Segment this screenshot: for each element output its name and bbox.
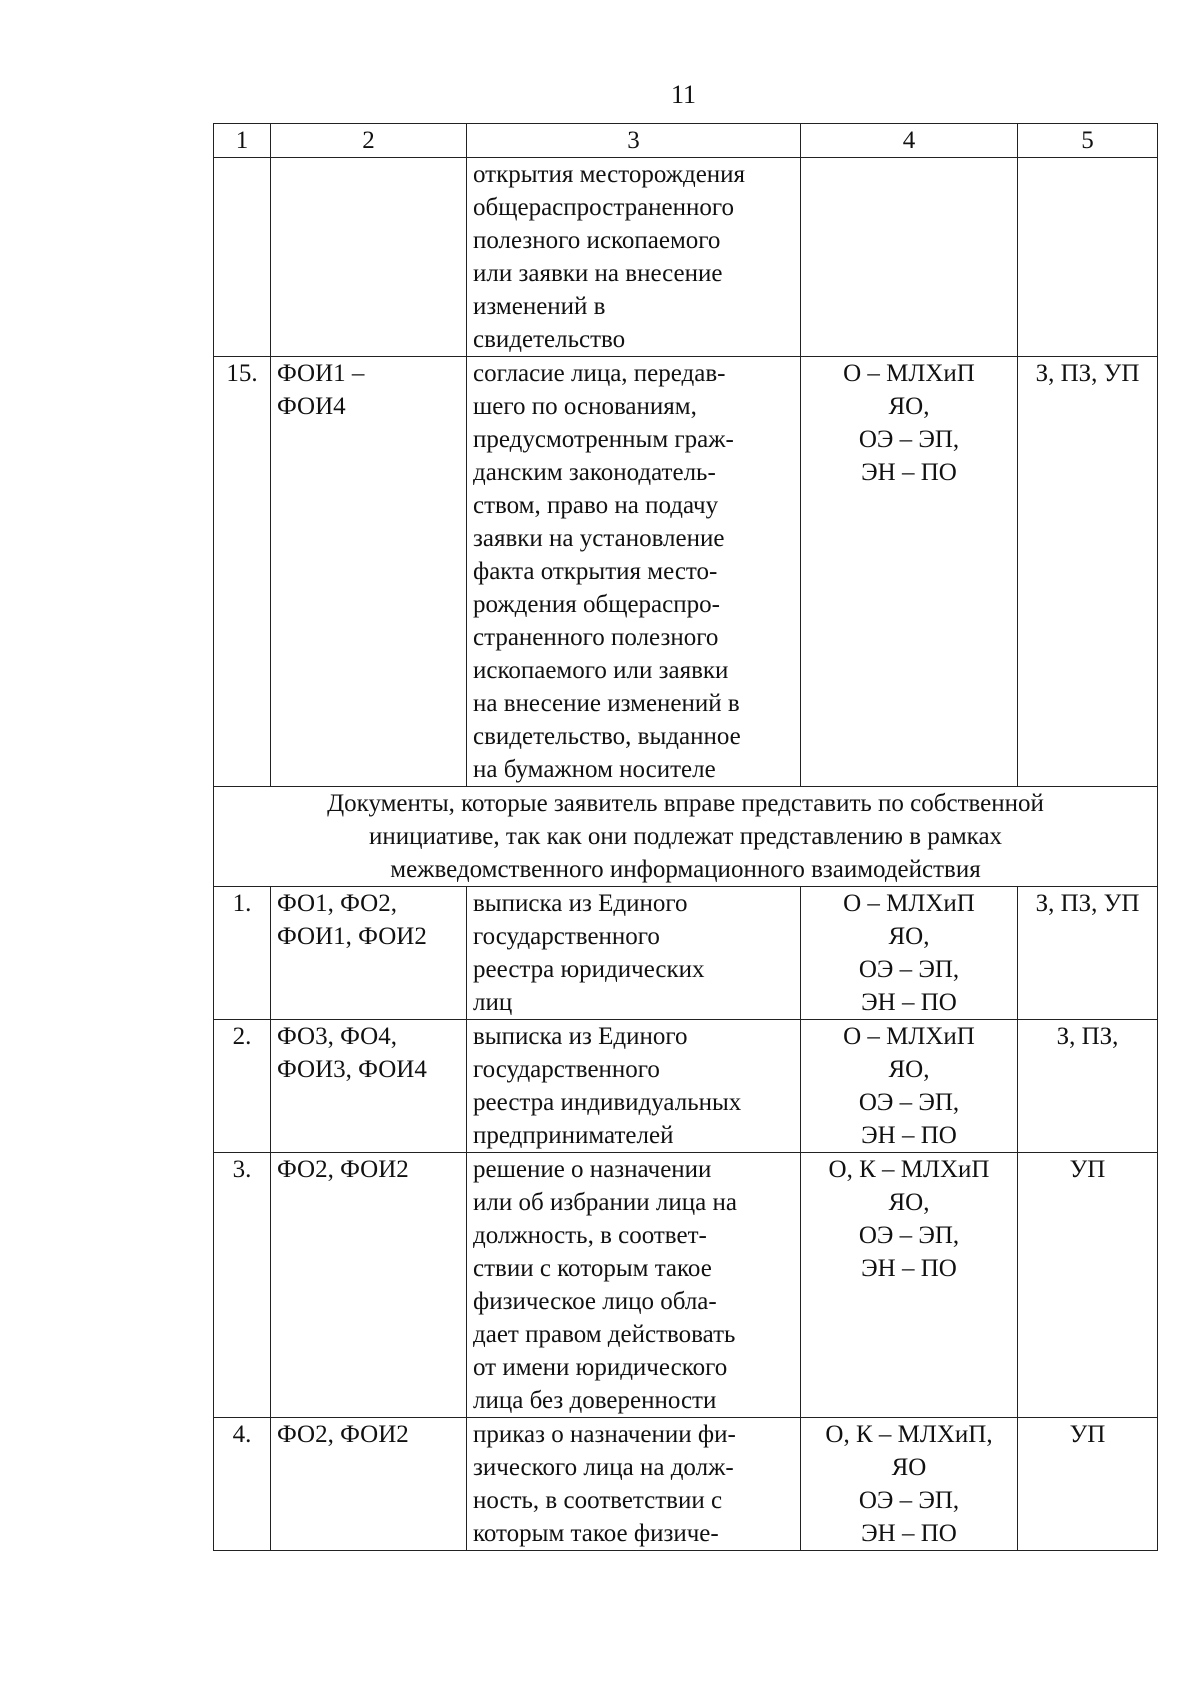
document-form-cell (801, 1020, 1018, 1153)
description-line: полезного ископаемого (473, 227, 721, 254)
row-number-cell: 3. (214, 1153, 271, 1418)
description-line: страненного полезного (473, 624, 719, 651)
form-line: ОЭ – ЭП, (858, 1222, 960, 1249)
document-description-cell (467, 357, 801, 787)
description-line: изменений в (473, 293, 606, 320)
row-number-cell (214, 158, 271, 357)
code-line: ФОИ1 – (277, 360, 365, 387)
description-line: на внесение изменений в (473, 690, 740, 717)
description-line: на бумажном носителе (473, 756, 716, 783)
description-line: свидетельство (473, 326, 626, 353)
section-heading-line: инициативе, так как они подлежат представлению в рамках (368, 823, 1003, 850)
row-number-cell: 4. (214, 1418, 271, 1551)
applicant-code-cell (271, 1020, 467, 1153)
stage-cell: УП (1018, 1418, 1158, 1551)
description-line: ископаемого или заявки (473, 657, 729, 684)
row-number-cell: 2. (214, 1020, 271, 1153)
description-line: зического лица на долж- (473, 1454, 734, 1481)
form-line: О, К – МЛХиП (828, 1156, 990, 1183)
document-form-cell (801, 357, 1018, 787)
description-line: ством, право на подачу (473, 492, 719, 519)
applicant-code-cell (271, 158, 467, 357)
description-line: факта открытия место- (473, 558, 718, 585)
document-form-cell (801, 887, 1018, 1020)
description-line: выписка из Единого (473, 1023, 688, 1050)
code-line: ФО3, ФО4, (277, 1023, 397, 1050)
document-description-cell (467, 1153, 801, 1418)
table-row-continuation (214, 158, 1158, 357)
description-line: предпринимателей (473, 1122, 674, 1149)
description-line: свидетельство, выданное (473, 723, 741, 750)
description-line: приказ о назначении фи- (473, 1421, 736, 1448)
description-line: государственного (473, 923, 660, 950)
description-line: от имени юридического (473, 1354, 728, 1381)
document-description-cell (467, 887, 801, 1020)
section-heading-row (214, 787, 1158, 887)
description-line: предусмотренным граж- (473, 426, 734, 453)
stage-cell: З, ПЗ, УП (1018, 357, 1158, 787)
form-line: ОЭ – ЭП, (858, 1089, 960, 1116)
form-line: ЯО, (888, 1056, 930, 1083)
table-header-row (214, 124, 1158, 158)
description-line: решение о назначении (473, 1156, 712, 1183)
stage-cell: З, ПЗ, УП (1018, 887, 1158, 1020)
page-number: 11 (670, 80, 697, 109)
description-line: которым такое физиче- (473, 1520, 719, 1547)
column-header-3: 3 (467, 124, 801, 158)
table-row-15 (214, 357, 1158, 787)
document-form-cell (801, 1153, 1018, 1418)
form-line: ОЭ – ЭП, (858, 426, 960, 453)
code-line: ФО1, ФО2, (277, 890, 397, 917)
section-heading (214, 787, 1158, 887)
code-line: ФОИ1, ФОИ2 (277, 923, 427, 950)
description-line: физическое лицо обла- (473, 1288, 717, 1315)
description-line: или об избрании лица на (473, 1189, 737, 1216)
description-line: лиц (473, 989, 513, 1016)
description-line: общераспространенного (473, 194, 735, 221)
description-line: лица без доверенности (473, 1387, 717, 1414)
description-line: согласие лица, передав- (473, 360, 726, 387)
table-row-3 (214, 1153, 1158, 1418)
form-line: ЭН – ПО (861, 989, 957, 1016)
table-row-1 (214, 887, 1158, 1020)
form-line: ЯО, (888, 1189, 930, 1216)
description-line: данским законодатель- (473, 459, 716, 486)
form-line: ЭН – ПО (861, 459, 957, 486)
table-row-4 (214, 1418, 1158, 1551)
description-line: ствии с которым такое (473, 1255, 712, 1282)
applicant-code-cell (271, 357, 467, 787)
form-line: ЯО, (888, 923, 930, 950)
code-line: ФОИ4 (277, 393, 346, 420)
description-line: государственного (473, 1056, 660, 1083)
form-line: ЭН – ПО (861, 1122, 957, 1149)
form-line: ОЭ – ЭП, (858, 1487, 960, 1514)
document-description-cell (467, 158, 801, 357)
description-line: открытия месторождения (473, 161, 746, 188)
column-header-1: 1 (214, 124, 271, 158)
table-row-2 (214, 1020, 1158, 1153)
description-line: реестра юридических (473, 956, 705, 983)
description-line: дает правом действовать (473, 1321, 736, 1348)
form-line: О, К – МЛХиП, (825, 1421, 993, 1448)
description-line: ность, в соответствии с (473, 1487, 723, 1514)
description-line: или заявки на внесение (473, 260, 723, 287)
description-line: шего по основаниям, (473, 393, 697, 420)
column-header-4: 4 (801, 124, 1018, 158)
document-form-cell (801, 158, 1018, 357)
stage-cell: УП (1018, 1153, 1158, 1418)
description-line: заявки на установление (473, 525, 725, 552)
row-number-cell: 15. (214, 357, 271, 787)
stage-cell: З, ПЗ, (1018, 1020, 1158, 1153)
form-line: О – МЛХиП (843, 890, 975, 917)
description-line: реестра индивидуальных (473, 1089, 742, 1116)
code-line: ФО2, ФОИ2 (277, 1156, 409, 1183)
documents-table (213, 123, 1158, 1551)
form-line: ЯО (891, 1454, 927, 1481)
form-line: ЭН – ПО (861, 1255, 957, 1282)
document-form-cell (801, 1418, 1018, 1551)
description-line: рождения общераспро- (473, 591, 720, 618)
description-line: должность, в соответ- (473, 1222, 707, 1249)
form-line: О – МЛХиП (843, 360, 975, 387)
form-line: ЯО, (888, 393, 930, 420)
applicant-code-cell (271, 1418, 467, 1551)
column-header-2: 2 (271, 124, 467, 158)
section-heading-line: межведомственного информационного взаимодействия (390, 856, 981, 883)
document-description-cell (467, 1418, 801, 1551)
row-number-cell: 1. (214, 887, 271, 1020)
form-line: О – МЛХиП (843, 1023, 975, 1050)
code-line: ФО2, ФОИ2 (277, 1421, 409, 1448)
stage-cell (1018, 158, 1158, 357)
section-heading-line: Документы, которые заявитель вправе представить по собственной (327, 790, 1044, 817)
description-line: выписка из Единого (473, 890, 688, 917)
applicant-code-cell (271, 887, 467, 1020)
code-line: ФОИ3, ФОИ4 (277, 1056, 427, 1083)
applicant-code-cell (271, 1153, 467, 1418)
form-line: ОЭ – ЭП, (858, 956, 960, 983)
column-header-5: 5 (1018, 124, 1158, 158)
form-line: ЭН – ПО (861, 1520, 957, 1547)
document-description-cell (467, 1020, 801, 1153)
